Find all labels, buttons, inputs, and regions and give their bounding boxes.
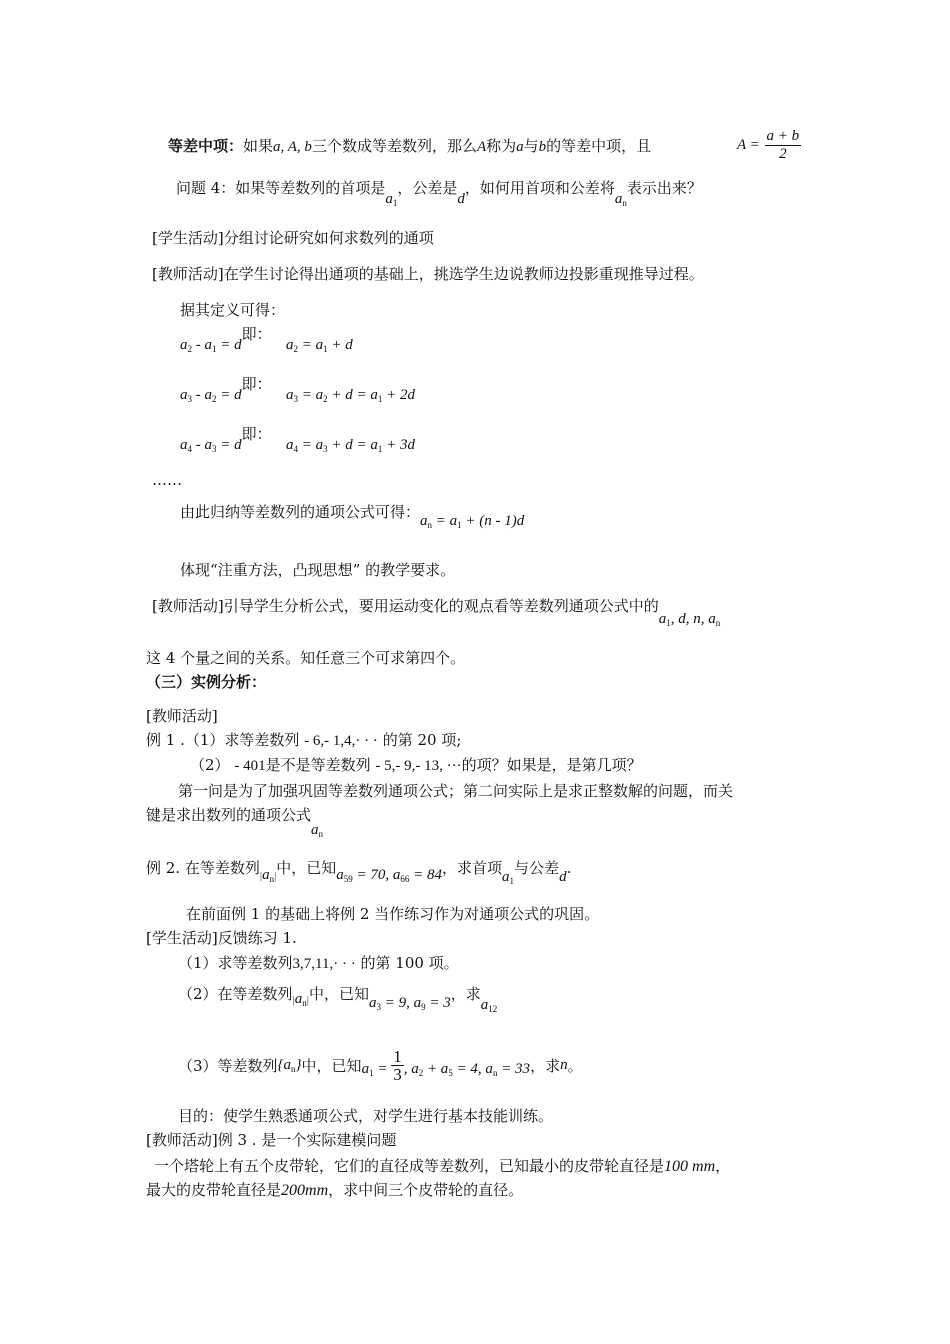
math-var: b [538, 139, 547, 155]
text: 如果 [243, 137, 274, 155]
text: 的项？如果是，是第几项？ [461, 756, 642, 774]
example-1-part-2 [190, 755, 642, 776]
ellipsis: …… [152, 471, 182, 489]
math-given: $a_{59} = 70$, $a_{66} = 84$ [336, 867, 443, 884]
teacher-activity-example-3: [教师活动]例 3 . 是一个实际建模问题 [146, 1131, 397, 1149]
text: 由此归纳等差数列的通项公式可得： [180, 503, 421, 521]
math-vars: a, A, b [273, 139, 312, 155]
text: （1）求等差数列 [178, 954, 293, 972]
math-seq: - 5,- 9,- 13, ··· [375, 758, 462, 774]
general-formula-line [180, 502, 525, 530]
text: （3）等差数列 [178, 1057, 278, 1075]
question-4 [176, 178, 702, 208]
exercise-3 [178, 1048, 583, 1083]
text: 中，已知 [301, 1057, 362, 1075]
fraction: $\frac{1}{3}$ [393, 1047, 402, 1084]
text: ，求 [450, 985, 481, 1003]
text: 键是求出数列的通项公式 [146, 806, 312, 824]
math-an: $a_n$ [614, 191, 627, 208]
fraction [765, 128, 802, 163]
math-n: n [560, 1057, 568, 1073]
math-an: $a_n$ [311, 822, 324, 839]
example-1-comment: 第一问是为了加强巩固等差数列通项公式；第二问实际上是求正整数解的问题，而关 [178, 782, 734, 800]
math-a1: $a_1$ [502, 869, 515, 886]
math-a12: $a_{12}$ [480, 997, 498, 1014]
math-num: - 401 [234, 758, 266, 774]
math-sequence: $|a_n|$ [292, 991, 309, 1008]
denominator: 2 [779, 146, 787, 162]
exercise-2 [178, 984, 498, 1014]
text: 例 1 .（1）求等差数列 [146, 731, 300, 749]
text: ，求中间三个皮带轮的直径。 [328, 1181, 524, 1199]
by-definition: 据其定义可得： [180, 301, 286, 319]
ji-label: 即： [241, 375, 272, 393]
example-2-comment: 在前面例 1 的基础上将例 2 当作练习作为对通项公式的巩固。 [186, 905, 600, 923]
text: 表示出来？ [626, 179, 702, 197]
teaching-requirement: 体现“注重方法，凸现思想” 的教学要求。 [180, 561, 456, 579]
math-var: A [476, 139, 487, 155]
text: 最大的皮带轮直径是 [146, 1181, 282, 1199]
math-given: $a_3 = 9$, $a_9 = 3$ [368, 995, 451, 1012]
example-3-text-1 [154, 1156, 730, 1177]
teacher-activity-1: [教师活动]在学生讨论得出通项的基础上，挑选学生边说教师边投影重现推导过程。 [152, 265, 704, 283]
math-var: a [516, 139, 524, 155]
text: 的等差中项，且 [546, 137, 652, 155]
math-set: $\{a_n\}$ [277, 1057, 302, 1074]
equal-difference-middle-line [168, 136, 651, 157]
text: 中，已知 [308, 985, 369, 1003]
middle-term-formula [737, 128, 801, 163]
example-3-text-2 [146, 1180, 523, 1201]
text: 是不是等差数列 [265, 756, 371, 774]
math-value: 100 mm [664, 1158, 716, 1175]
text: 的第 100 项。 [360, 954, 459, 972]
example-1-comment-cont [146, 805, 324, 839]
math-value: 200mm [281, 1182, 329, 1199]
text: 中，已知 [276, 859, 337, 877]
four-quantities-relation: 这 4 个量之间的关系。知任意三个可求第四个。 [146, 649, 466, 667]
teacher-activity-3: [教师活动] [146, 707, 218, 725]
text: 称为 [486, 137, 517, 155]
text: 的第 20 项; [382, 731, 462, 749]
example-2 [146, 858, 572, 886]
text: ，求首项 [442, 859, 503, 877]
text: ，公差是 [397, 179, 458, 197]
math-right: $a_4 = a_3 + d = a_1 + 3d$ [285, 437, 415, 454]
math-eq: A = [737, 137, 760, 153]
general-formula: $a_n = a_1 + (n - 1)d$ [420, 513, 525, 530]
math-quantities: $a_1$, d, n, $a_n$ [658, 611, 721, 628]
math-d: d [457, 191, 465, 207]
text: （2）在等差数列 [178, 985, 293, 1003]
teacher-activity-2 [152, 596, 721, 628]
math-a1: $a_1$ [385, 191, 398, 208]
text: 与公差 [514, 859, 560, 877]
text: ，如何用首项和公差将 [464, 179, 615, 197]
text: ， [715, 1157, 731, 1175]
exercise-purpose: 目的：使学生熟悉通项公式，对学生进行基本技能训练。 [178, 1107, 554, 1125]
term-label: 等差中项： [168, 137, 244, 155]
math-right: $a_2 = a_1 + d$ [285, 337, 353, 354]
text: （2） [190, 756, 230, 774]
text: 例 2. 在等差数列 [146, 859, 260, 877]
text: 三个数成等差数列，那么 [311, 137, 477, 155]
ji-label: 即： [241, 325, 272, 343]
text: [教师活动]引导学生分析公式，要用运动变化的观点看等差数列通项公式中的 [152, 597, 659, 615]
derivation-row-1 [180, 325, 353, 359]
student-activity-1: [学生活动]分组讨论研究如何求数列的通项 [152, 229, 434, 247]
math-d: d [559, 869, 567, 885]
math-given: $a_1$ = [361, 1061, 392, 1078]
math-left: $a_3 - a_2 = d$ [180, 387, 242, 404]
math-seq: 3,7,11,· · · [292, 956, 356, 972]
derivation-row-3 [180, 425, 415, 459]
ji-label: 即： [241, 425, 272, 443]
example-1-part-1 [146, 730, 461, 751]
student-activity-2: [学生活动]反馈练习 1. [146, 929, 297, 947]
text: . [566, 859, 572, 877]
numerator: a + b [766, 128, 800, 144]
text: 与 [523, 137, 539, 155]
math-given-cont: , $a_2 + a_5 = 4$, $a_n = 33$ [403, 1061, 531, 1078]
math-right: $a_3 = a_2 + d = a_1 + 2d$ [285, 387, 415, 404]
derivation-row-2 [180, 375, 415, 409]
text: 问题 4：如果等差数列的首项是 [176, 179, 386, 197]
exercise-1 [178, 953, 459, 974]
text: 。 [567, 1057, 583, 1075]
text: 一个塔轮上有五个皮带轮，它们的直径成等差数列，已知最小的皮带轮直径是 [154, 1157, 665, 1175]
text: ，求 [530, 1057, 561, 1075]
math-left: $a_2 - a_1 = d$ [180, 337, 242, 354]
math-sequence: $|a_n|$ [259, 867, 277, 884]
math-left: $a_4 - a_3 = d$ [180, 437, 242, 454]
section-heading-examples: （三）实例分析： [146, 673, 267, 691]
math-seq: - 6,- 1,4,· · · [304, 733, 378, 749]
